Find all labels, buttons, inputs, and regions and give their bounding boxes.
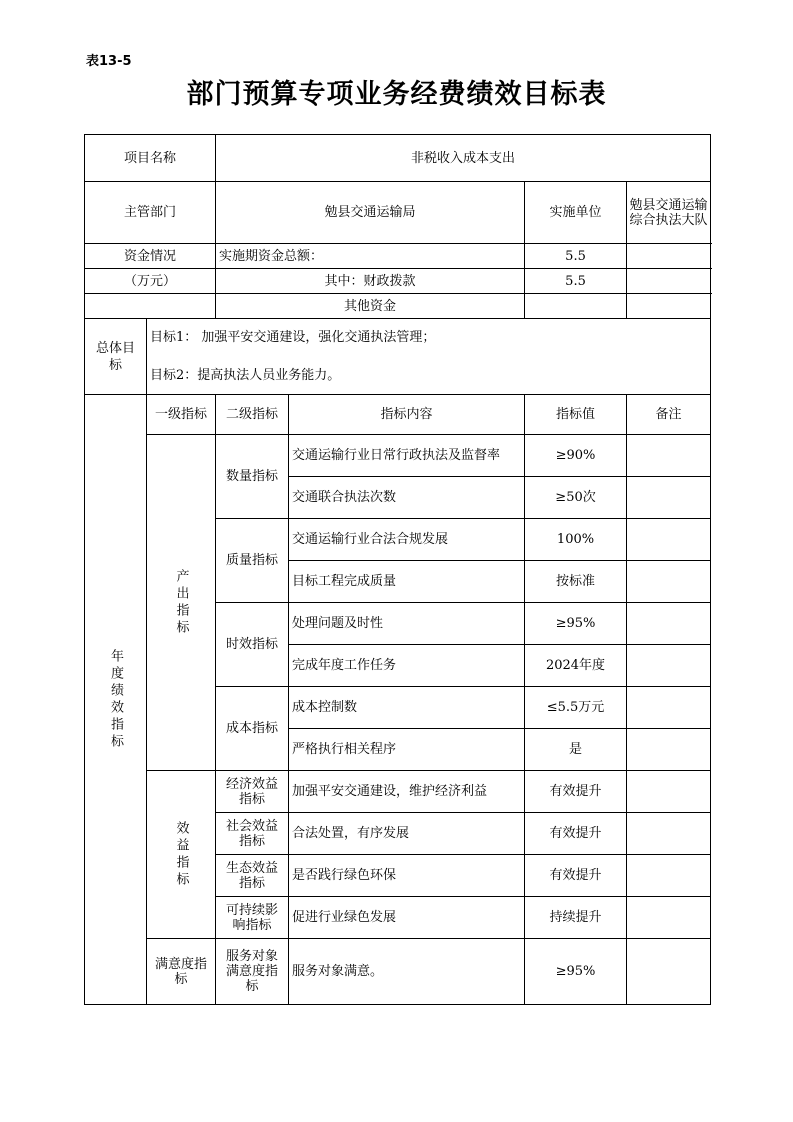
benefit-note: [627, 897, 711, 939]
funds-fiscal-label: 其中：财政拨款: [216, 269, 525, 294]
page-title: 部门预算专项业务经费绩效目标表: [186, 79, 607, 110]
funds-row-fiscal: [85, 269, 711, 294]
goal-row-1: [85, 319, 711, 357]
indicator-note: [627, 519, 711, 561]
funds-total-empty: [627, 244, 711, 269]
indicator-value: 2024年度: [525, 645, 627, 687]
satisfaction-level1: 满意度指标: [147, 939, 216, 1005]
header-level1: 一级指标: [147, 395, 216, 435]
indicator-content: 处理问题及时性: [289, 603, 525, 645]
indicator-note: [627, 645, 711, 687]
indicator-header-row: [85, 395, 711, 435]
funds-total-label: 实施期资金总额：: [216, 244, 525, 269]
funds-label: 资金情况: [85, 244, 216, 269]
dept-label: 主管部门: [85, 182, 216, 244]
benefit-content: 是否践行绿色环保: [289, 855, 525, 897]
benefit-indicator-label: 效益指标: [147, 771, 216, 939]
funds-total-value: 5.5: [525, 244, 627, 269]
satisfaction-value: ≥95%: [525, 939, 627, 1005]
indicator-value: ≥50次: [525, 477, 627, 519]
indicator-value: ≥90%: [525, 435, 627, 477]
overall-goal-label: 总体目标: [85, 319, 147, 395]
header-value: 指标值: [525, 395, 627, 435]
benefit-level2: 可持续影响指标: [216, 897, 289, 939]
project-name-value: 非税收入成本支出: [216, 135, 711, 182]
cost-indicator-label: 成本指标: [216, 687, 289, 771]
indicator-value: ≥95%: [525, 603, 627, 645]
header-content: 指标内容: [289, 395, 525, 435]
quality-indicator-label: 质量指标: [216, 519, 289, 603]
benefit-level2: 社会效益指标: [216, 813, 289, 855]
indicator-note: [627, 561, 711, 603]
indicator-note: [627, 603, 711, 645]
header-note: 备注: [627, 395, 711, 435]
funds-fiscal-empty: [627, 269, 711, 294]
project-name-label: 项目名称: [85, 135, 216, 182]
benefit-note: [627, 855, 711, 897]
satisfaction-note: [627, 939, 711, 1005]
indicator-content: 成本控制数: [289, 687, 525, 729]
indicator-content: 目标工程完成质量: [289, 561, 525, 603]
indicator-note: [627, 729, 711, 771]
satisfaction-level2: 服务对象满意度指标: [216, 939, 289, 1005]
funds-fiscal-value: 5.5: [525, 269, 627, 294]
satisfaction-content: 服务对象满意。: [289, 939, 525, 1005]
table-number: 表13-5: [86, 54, 132, 69]
benefit-value: 有效提升: [525, 855, 627, 897]
indicator-value: 100%: [525, 519, 627, 561]
performance-target-table: [84, 134, 711, 1005]
benefit-note: [627, 813, 711, 855]
indicator-content: 交通运输行业合法合规发展: [289, 519, 525, 561]
indicator-value: ≤5.5万元: [525, 687, 627, 729]
benefit-value: 持续提升: [525, 897, 627, 939]
project-row: [85, 135, 711, 182]
funds-other-empty2: [627, 294, 711, 319]
indicator-content: 完成年度工作任务: [289, 645, 525, 687]
benefit-note: [627, 771, 711, 813]
timeliness-indicator-label: 时效指标: [216, 603, 289, 687]
satisfaction-row: [85, 939, 711, 1005]
funds-row-other: [85, 294, 711, 319]
goal-row-2: [85, 357, 711, 395]
funds-unit-label: （万元）: [85, 269, 216, 294]
benefit-level2: 经济效益指标: [216, 771, 289, 813]
funds-other-empty: [85, 294, 216, 319]
quantity-indicator-label: 数量指标: [216, 435, 289, 519]
benefit-level2: 生态效益指标: [216, 855, 289, 897]
goal-1: 目标1： 加强平安交通建设，强化交通执法管理；: [147, 319, 711, 357]
indicator-note: [627, 687, 711, 729]
indicator-value: 是: [525, 729, 627, 771]
benefit-row: [85, 771, 711, 813]
indicator-note: [627, 477, 711, 519]
benefit-value: 有效提升: [525, 771, 627, 813]
department-row: [85, 182, 711, 244]
header-level2: 二级指标: [216, 395, 289, 435]
indicator-content: 严格执行相关程序: [289, 729, 525, 771]
funds-other-label: 其他资金: [216, 294, 525, 319]
benefit-content: 促进行业绿色发展: [289, 897, 525, 939]
indicator-value: 按标准: [525, 561, 627, 603]
benefit-value: 有效提升: [525, 813, 627, 855]
annual-indicator-label: 年度绩效指标: [85, 395, 147, 1005]
benefit-content: 合法处置，有序发展: [289, 813, 525, 855]
impl-unit-label: 实施单位: [525, 182, 627, 244]
indicator-content: 交通运输行业日常行政执法及监督率: [289, 435, 525, 477]
goal-2: 目标2：提高执法人员业务能力。: [147, 357, 711, 395]
funds-row-total: [85, 244, 711, 269]
indicator-content: 交通联合执法次数: [289, 477, 525, 519]
output-indicator-label: 产出指标: [147, 435, 216, 771]
dept-value: 勉县交通运输局: [216, 182, 525, 244]
indicator-row: [85, 435, 711, 477]
indicator-note: [627, 435, 711, 477]
funds-other-value: [525, 294, 627, 319]
impl-unit-value: 勉县交通运输综合执法大队: [627, 182, 711, 244]
benefit-content: 加强平安交通建设，维护经济利益: [289, 771, 525, 813]
